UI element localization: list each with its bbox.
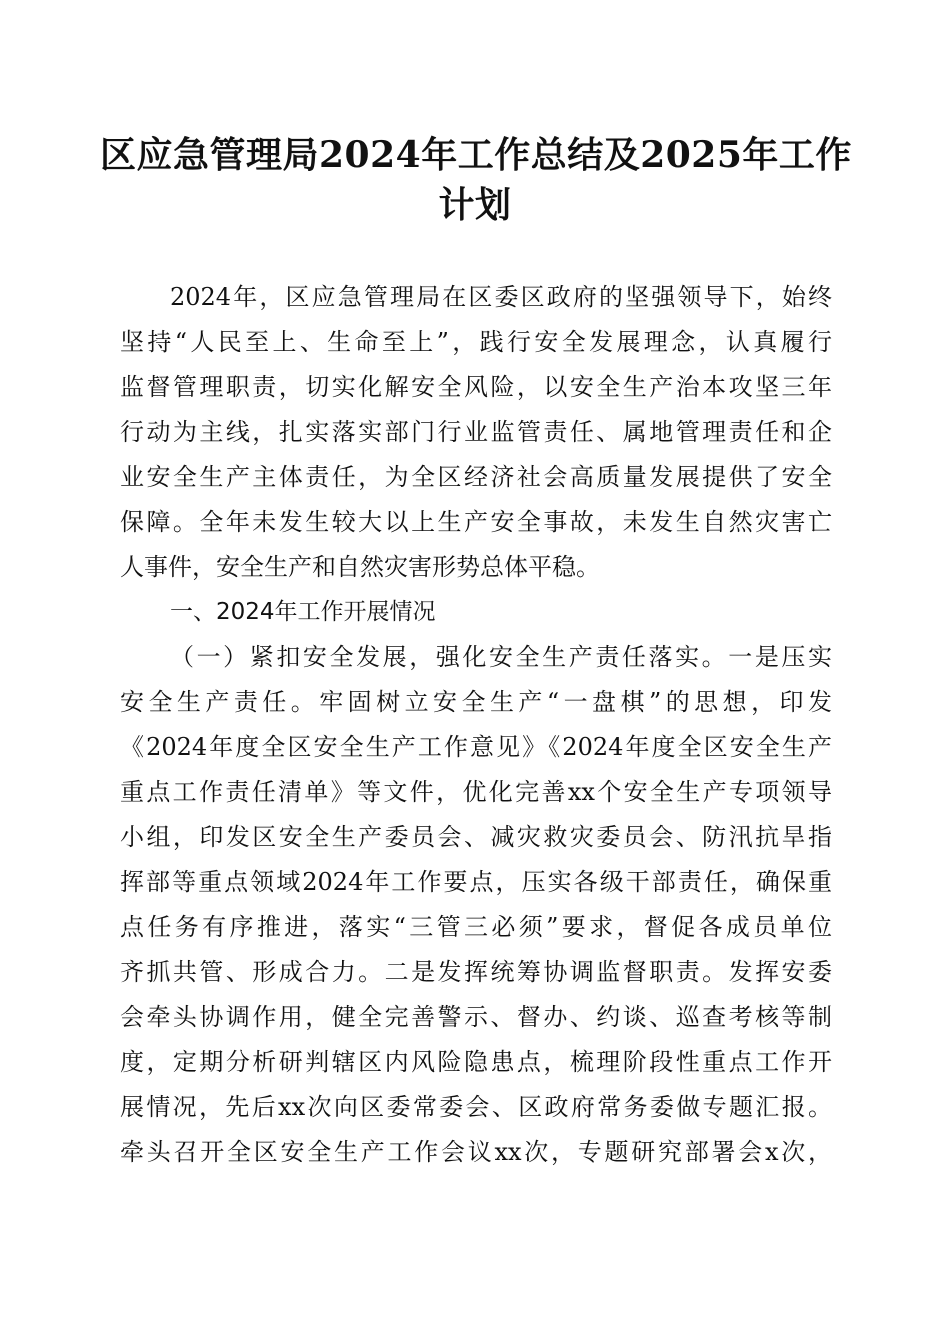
subsection-paragraph-line: 展情况，先后xx次向区委常委会、区政府常务委做专题汇报。 xyxy=(120,1093,832,1121)
section-heading: 一、2024年工作开展情况 xyxy=(170,599,436,625)
subsection-paragraph-line: 点任务有序推进，落实“三管三必须”要求，督促各成员单位 xyxy=(120,913,832,941)
subsection-paragraph-line: 重点工作责任清单》等文件，优化完善xx个安全生产专项领导 xyxy=(120,778,832,806)
intro-paragraph-line: 行动为主线，扎实落实部门行业监管责任、属地管理责任和企 xyxy=(120,418,832,446)
subsection-paragraph-line: 《2024年度全区安全生产工作意见》《2024年度全区安全生产 xyxy=(120,733,832,761)
intro-paragraph-line: 人事件，安全生产和自然灾害形势总体平稳。 xyxy=(120,553,600,581)
intro-paragraph-line: 监督管理职责，切实化解安全风险，以安全生产治本攻坚三年 xyxy=(120,373,832,401)
document-title xyxy=(100,130,850,230)
subsection-paragraph-line: 安全生产责任。牢固树立安全生产“一盘棋”的思想，印发 xyxy=(120,688,832,716)
subsection-paragraph-line: 度，定期分析研判辖区内风险隐患点，梳理阶段性重点工作开 xyxy=(120,1048,832,1076)
subsection-paragraph-line: 齐抓共管、形成合力。二是发挥统筹协调监督职责。发挥安委 xyxy=(120,958,832,986)
subsection-paragraph-line: 小组，印发区安全生产委员会、减灾救灾委员会、防汛抗旱指 xyxy=(120,823,832,851)
subsection-title: （一）紧扣安全发展，强化安全生产责任落实。 xyxy=(170,643,729,671)
subsection-first-line-text: 一是压实 xyxy=(728,643,832,671)
document-title-line-1: 区应急管理局2024年工作总结及2025年工作 xyxy=(100,134,852,176)
subsection-first-line xyxy=(120,635,832,680)
subsection-paragraph-line: 会牵头协调作用，健全完善警示、督办、约谈、巡查考核等制 xyxy=(120,1003,832,1031)
intro-paragraph-line: 坚持“人民至上、生命至上”，践行安全发展理念，认真履行 xyxy=(120,328,832,356)
document-title-line-2: 计划 xyxy=(438,184,512,226)
subsection-paragraph-line: 牵头召开全区安全生产工作会议xx次，专题研究部署会x次， xyxy=(120,1138,832,1166)
document-body xyxy=(120,275,832,1175)
subsection-paragraph-line: 挥部等重点领域2024年工作要点，压实各级干部责任，确保重 xyxy=(120,868,832,896)
intro-paragraph-line: 业安全生产主体责任，为全区经济社会高质量发展提供了安全 xyxy=(120,463,832,491)
intro-paragraph-line: 保障。全年未发生较大以上生产安全事故，未发生自然灾害亡 xyxy=(120,508,832,536)
intro-paragraph-line: 2024年，区应急管理局在区委区政府的坚强领导下，始终 xyxy=(170,283,832,311)
